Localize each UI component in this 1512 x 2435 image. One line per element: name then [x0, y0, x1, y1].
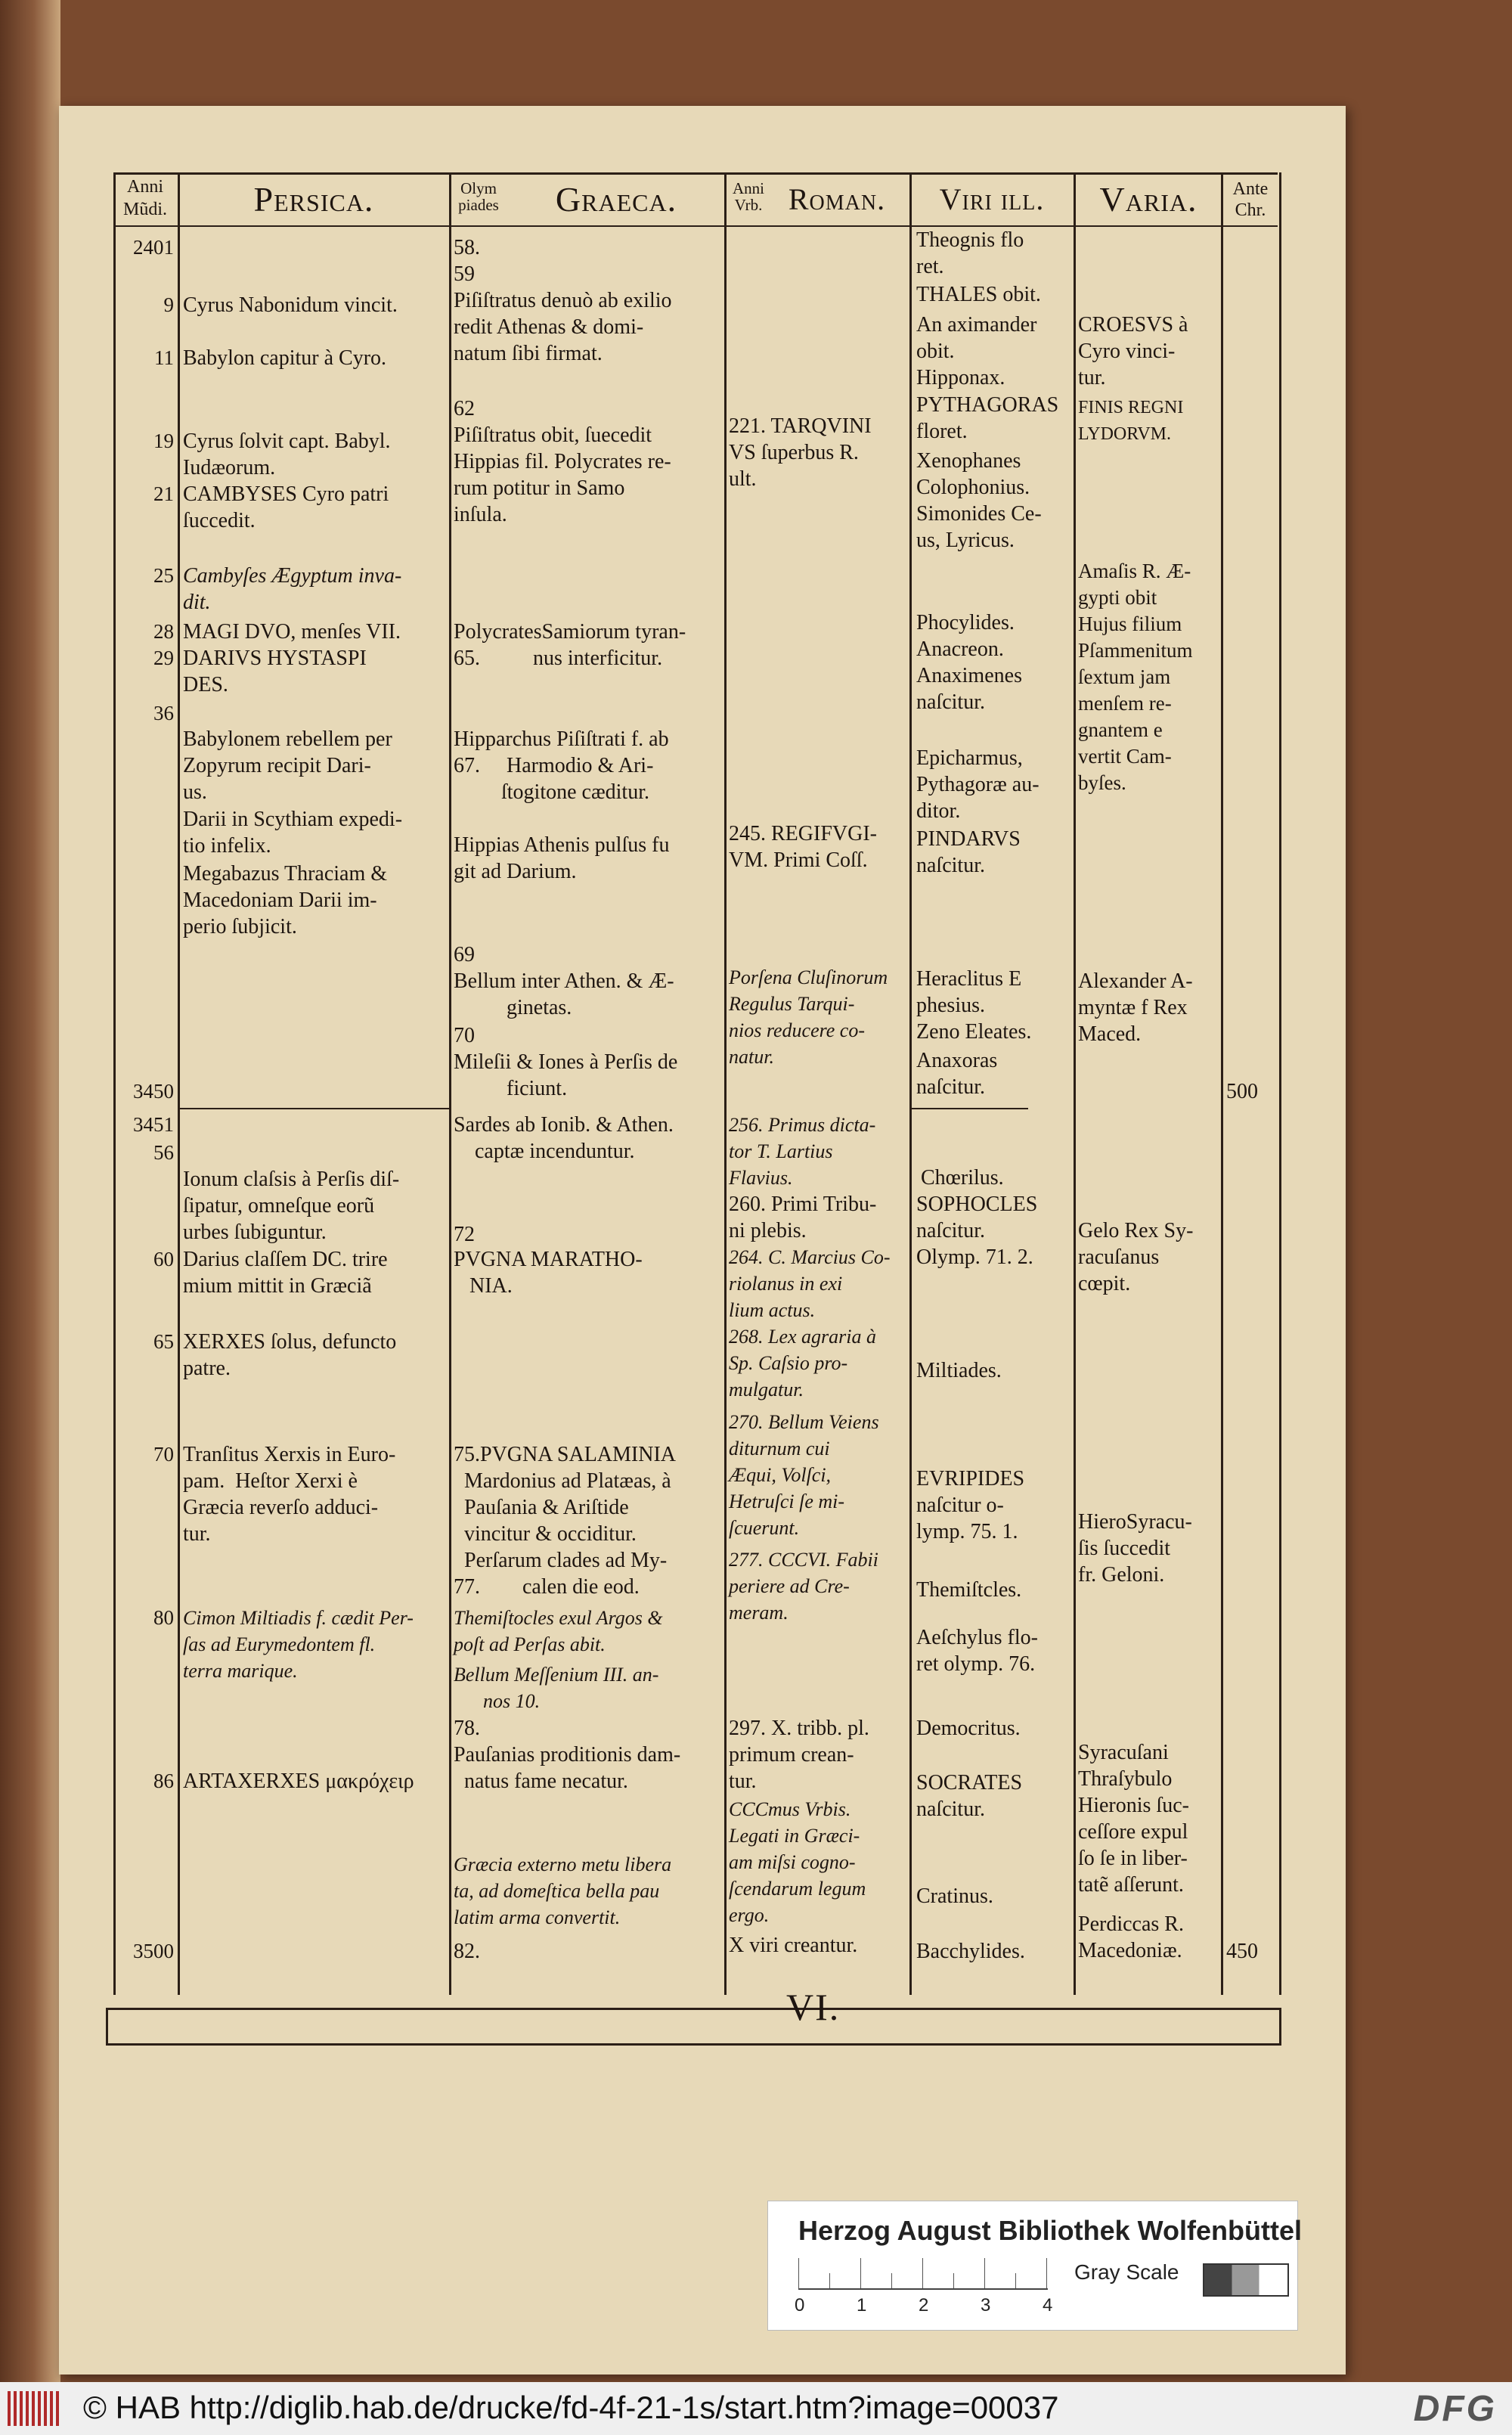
- viri-entry: Anaxoras naſcitur.: [916, 1049, 998, 1099]
- viri-entry: SOCRATES naſcitur.: [916, 1771, 1023, 1821]
- varia-entry: Amaſis R. Æ- gypti obit Hujus filium Pſammenitum ſextum jam menſem re- gnantem e vertit Cam- byſes.: [1078, 560, 1193, 794]
- viri-entry: Zeno Eleates.: [916, 1020, 1032, 1044]
- persica-entry: ARTAXERXES μακρόχειρ: [183, 1770, 414, 1793]
- year-mundi: 70: [153, 1443, 174, 1466]
- graeca-entry: PolycratesSamiorum tyran-: [454, 620, 686, 644]
- graeca-entry: Bellum inter Athen. & Æ- ginetas.: [454, 969, 674, 1019]
- col-rule-1: [178, 172, 180, 1995]
- ante-chr-year: 500: [1226, 1080, 1258, 1103]
- romana-entry: X viri creantur.: [729, 1934, 858, 1957]
- viri-entry: Epicharmus, Pythagoræ au- ditor.: [916, 746, 1040, 823]
- year-mundi: 80: [153, 1606, 174, 1629]
- persica-entry: XERXES ſolus, defuncto patre.: [183, 1330, 397, 1380]
- col-rule-7: [1279, 172, 1281, 1995]
- table-top-rule: [113, 172, 1278, 175]
- graeca-entry: Sardes ab Ionib. & Athen. captæ incenduntur.: [454, 1113, 674, 1163]
- ruler-label: 1: [857, 2295, 867, 2316]
- viri-entry: PYTHAGORAS floret.: [916, 393, 1059, 443]
- persica-entry: DARIVS HYSTASPI DES.: [183, 647, 367, 696]
- romana-entry: 268. Lex agraria à Sp. Caſsio pro- mulgatur.: [729, 1326, 876, 1401]
- viri-entry: Bacchylides.: [916, 1940, 1025, 1963]
- viri-entry: Anacreon.: [916, 637, 1004, 661]
- varia-entry: HieroSyracu- ſis ſuccedit fr. Geloni.: [1078, 1510, 1192, 1587]
- header-anni-mundi: Anni Mũdi.: [122, 177, 167, 219]
- persica-entry: Darius claſſem DC. trire mium mittit in Græciã: [183, 1248, 388, 1298]
- varia-entry: FINIS REGNI LYDORVM.: [1078, 398, 1184, 444]
- ruler-label: 3: [981, 2295, 991, 2316]
- col-rule-6: [1221, 172, 1223, 1995]
- book-binding-edge: [0, 0, 60, 2382]
- varia-entry: CROESVS à Cyro vinci- tur.: [1078, 313, 1188, 389]
- year-mundi: 25: [153, 564, 174, 587]
- year-mundi: 28: [153, 620, 174, 643]
- ante-chr-year: 450: [1226, 1940, 1258, 1963]
- viri-entry: Hipponax.: [916, 366, 1005, 389]
- dfg-logo: DFG: [1413, 2389, 1497, 2429]
- graeca-entry: Hipparchus Piſiſtrati f. ab: [454, 727, 669, 751]
- persica-entry: Tranſitus Xerxis in Euro- pam. Heſtor Xerxi è Græcia reverſo adduci- tur.: [183, 1443, 396, 1546]
- viri-entry: Xenophanes Colophonius.: [916, 449, 1030, 499]
- gray-scale-swatch: [1203, 2263, 1289, 2297]
- header-persica: Persica.: [253, 180, 374, 219]
- ruler-label: 4: [1043, 2295, 1053, 2316]
- persica-entry: MAGI DVO, menſes VII.: [183, 620, 401, 644]
- romana-entry: 270. Bellum Veiens diturnum cui Æqui, Volſci, Hetruſci ſe mi- ſcuerunt.: [729, 1411, 879, 1539]
- viri-entry: Chœrilus.: [921, 1166, 1004, 1190]
- graeca-entry: 78.: [454, 1717, 480, 1740]
- graeca-entry: 59: [454, 262, 475, 286]
- varia-entry: Perdiccas R. Macedoniæ.: [1078, 1912, 1184, 1962]
- viri-entry: THALES obit.: [916, 283, 1041, 306]
- graeca-entry: 69: [454, 943, 475, 966]
- ruler-label: 0: [795, 2295, 805, 2316]
- table-bottom-rule: [106, 2043, 1281, 2046]
- col-rule-5: [1074, 172, 1076, 1995]
- viri-entry: PINDARVS naſcitur.: [916, 827, 1021, 877]
- header-olympiades: Olym piades: [458, 179, 499, 214]
- romana-entry: Porſena Cluſinorum Regulus Tarqui- nios reducere co- natur.: [729, 966, 888, 1068]
- year-mundi: 65: [153, 1330, 174, 1353]
- year-mundi: 56: [153, 1141, 174, 1164]
- romana-entry: 221. TARQVINI VS ſuperbus R. ult.: [729, 414, 872, 491]
- graeca-entry: Hippias Athenis pulſus fu git ad Darium.: [454, 833, 670, 883]
- romana-entry: 297. X. tribb. pl. primum crean- tur.: [729, 1717, 869, 1793]
- header-graeca: Graeca.: [555, 180, 677, 219]
- header-ante-christum: Ante Chr.: [1232, 179, 1269, 220]
- year-mundi: 3450: [133, 1080, 174, 1103]
- graeca-entry: Pauſanias proditionis dam- natus fame necatur.: [454, 1743, 681, 1793]
- year-mundi: 2401: [133, 236, 174, 259]
- persica-entry: Babylon capitur à Cyro.: [183, 346, 387, 370]
- graeca-entry: 58.: [454, 236, 480, 259]
- graeca-entry: Themiſtocles exul Argos & poſt ad Perſas abit.: [454, 1607, 663, 1655]
- graeca-entry: 72: [454, 1223, 475, 1246]
- persica-entry: Cyrus ſolvit capt. Babyl. Iudæorum.: [183, 430, 391, 479]
- graeca-entry: 65. nus interficitur.: [454, 647, 663, 670]
- viri-entry: Aeſchylus flo- ret olymp. 76.: [916, 1626, 1038, 1676]
- graeca-entry: PVGNA MARATHO- NIA.: [454, 1248, 643, 1298]
- header-romana: Roman.: [788, 182, 886, 216]
- header-varia: Varia.: [1099, 180, 1198, 219]
- graeca-entry: 82.: [454, 1940, 480, 1963]
- year-mundi: 29: [153, 647, 174, 669]
- persica-entry: Ionum claſsis à Perſis diſ- ſipatur, omneſque eorũ urbes ſubiguntur.: [183, 1168, 400, 1244]
- viri-entry: Cratinus.: [916, 1884, 993, 1908]
- varia-entry: Alexander A- myntæ f Rex Maced.: [1078, 969, 1193, 1046]
- persica-entry: Babylonem rebellem per Zopyrum recipit Dari- us.: [183, 727, 392, 804]
- persica-entry: Cimon Miltiadis f. cædit Per- ſas ad Eurymedontem fl. terra marique.: [183, 1607, 414, 1682]
- graeca-entry: Græcia externo metu libera ta, ad domeſtica bella pau latim arma convertit.: [454, 1853, 672, 1928]
- viri-entry: Miltiades.: [916, 1359, 1002, 1382]
- graeca-entry: 75.PVGNA SALAMINIA Mardonius ad Platæas, à Pauſania & Ariſtide vincitur & occiditur. Perſarum clades ad My-: [454, 1443, 677, 1572]
- romana-entry: CCCmus Vrbis. Legati in Græci- am miſsi cogno- ſcendarum legum ergo.: [729, 1798, 866, 1926]
- year-mundi: 3500: [133, 1940, 174, 1962]
- romana-entry: 260. Primi Tribu- ni plebis.: [729, 1193, 877, 1242]
- ruler-label: 2: [919, 2295, 929, 2316]
- gray-scale-label: Gray Scale: [1074, 2260, 1179, 2284]
- graeca-entry: Piſiſtratus denuò ab exilio redit Athenas & domi- natum ſibi firmat.: [454, 289, 672, 365]
- col-rule-2: [449, 172, 451, 1995]
- romana-entry: 256. Primus dicta- tor T. Lartius Flavius.: [729, 1114, 876, 1189]
- year-mundi: 11: [154, 346, 174, 369]
- header-anni-urbis: Anni Vrb.: [733, 179, 764, 214]
- romana-entry: 277. CCCVI. Fabii periere ad Cre- meram.: [729, 1549, 878, 1624]
- year-mundi: 60: [153, 1248, 174, 1270]
- year-mundi: 36: [153, 702, 174, 724]
- viri-entry: Heraclitus E phesius.: [916, 967, 1022, 1017]
- persica-entry: Cyrus Nabonidum vincit.: [183, 293, 398, 317]
- folio-number: VI.: [786, 1986, 841, 2028]
- graeca-entry: 67. Harmodio & Ari- ſtogitone cæditur.: [454, 754, 654, 804]
- frame-left-foot: [106, 2008, 108, 2046]
- viewer-footer: [0, 2382, 1512, 2435]
- viri-entry: Anaximenes naſcitur.: [916, 664, 1022, 714]
- graeca-entry: Piſiſtratus obit, ſuecedit Hippias fil. Polycrates re- rum potitur in Samo inſula.: [454, 423, 671, 526]
- persica-entry: Cambyſes Ægyptum inva- dit.: [183, 564, 402, 614]
- graeca-entry: 70: [454, 1024, 475, 1047]
- year-mundi: 19: [153, 430, 174, 452]
- section-rule-persica: [178, 1108, 450, 1109]
- frame-right-foot: [1279, 2008, 1281, 2046]
- viri-entry: EVRIPIDES naſcitur o- lymp. 75. 1.: [916, 1467, 1025, 1543]
- viri-entry: Themiſtcles.: [916, 1578, 1022, 1602]
- graeca-entry: Bellum Meſſenium III. an- nos 10.: [454, 1664, 659, 1712]
- persica-entry: Megabazus Thraciam & Macedoniam Darii im- perio ſubjicit.: [183, 862, 388, 938]
- table-foot-rule: [106, 2008, 1281, 2010]
- col-rule-4: [909, 172, 912, 1995]
- varia-entry: Gelo Rex Sy- racuſanus cœpit.: [1078, 1219, 1194, 1295]
- viri-entry: SOPHOCLES naſcitur. Olymp. 71. 2.: [916, 1193, 1038, 1269]
- viri-entry: Democritus.: [916, 1717, 1021, 1740]
- library-name: Herzog August Bibliothek Wolfenbüttel: [798, 2215, 1302, 2246]
- viri-entry: Phocylides.: [916, 611, 1015, 634]
- source-url[interactable]: © HAB http://diglib.hab.de/drucke/fd-4f-21-1s/start.htm?image=00037: [83, 2390, 1059, 2425]
- graeca-entry: 77. calen die eod.: [454, 1575, 640, 1599]
- graeca-entry: Mileſii & Iones à Perſis de ficiunt.: [454, 1050, 678, 1100]
- romana-entry: 245. REGIFVGI- VM. Primi Coſſ.: [729, 822, 877, 872]
- varia-entry: Syracuſani Thraſybulo Hieronis ſuc- ceſſore expul ſo ſe in liber- tatẽ aſſerunt.: [1078, 1741, 1189, 1897]
- hab-logo-icon: [8, 2391, 60, 2426]
- persica-entry: CAMBYSES Cyro patri ſuccedit.: [183, 482, 389, 532]
- header-viri-illustres: Viri ill.: [939, 182, 1045, 216]
- viri-entry: An aximander obit.: [916, 313, 1037, 363]
- col-rule-3: [724, 172, 727, 1995]
- scale-ruler: [798, 2258, 1048, 2290]
- year-mundi: 9: [163, 293, 174, 316]
- library-color-label: [767, 2201, 1302, 2331]
- romana-entry: 264. C. Marcius Co- riolanus in exi lium actus.: [729, 1246, 891, 1321]
- section-rule-viri: [911, 1108, 1028, 1109]
- year-mundi: 21: [153, 482, 174, 505]
- graeca-entry: 62: [454, 397, 475, 420]
- year-mundi: 86: [153, 1770, 174, 1792]
- viri-entry: Simonides Ce- us, Lyricus.: [916, 502, 1042, 552]
- header-rule: [113, 225, 1278, 227]
- viri-entry: Theognis flo ret.: [916, 228, 1024, 278]
- persica-entry: Darii in Scythiam expedi- tio infelix.: [183, 808, 403, 858]
- year-mundi: 3451: [133, 1113, 174, 1136]
